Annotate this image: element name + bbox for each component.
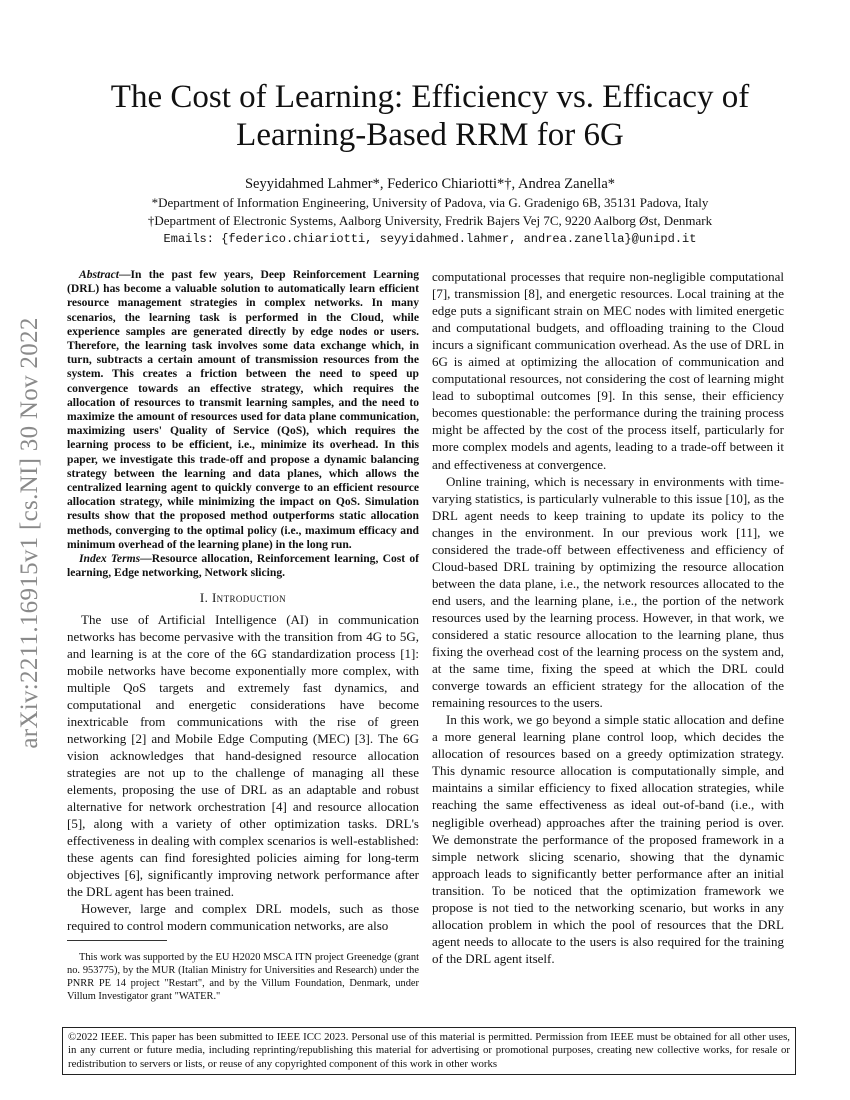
arxiv-stamp-text: arXiv:2211.16915v1 [cs.NI] 30 Nov 2022 bbox=[16, 316, 43, 749]
affiliation-aalborg: †Department of Electronic Systems, Aalborg University, Fredrik Bajers Vej 7C, 9220 Aalborg Øst, Denmark bbox=[147, 213, 713, 228]
title-line-1: The Cost of Learning: Efficiency vs. Efficacy of bbox=[110, 79, 750, 115]
intro-paragraph-2: However, large and complex DRL models, such as those required to control modern communication networks, are also bbox=[67, 901, 419, 934]
funding-footnote: This work was supported by the EU H2020 MSCA ITN project Greenedge (grant no. 953775), by the MUR (Italian Ministry for Universities and Research) under the PNRR PE 14 project "Restart", and by the Villum Foundation, Denmark, under Villum Investigator grant "WATER." bbox=[67, 952, 419, 1003]
body-paragraph-2: Online training, which is necessary in environments with time-varying statistics, is particularly vulnerable to this issue [10], as the DRL agent needs to keep training to update its policy to the changes in the environment. In our previous work [11], we considered the trade-off between effectiveness and efficiency of Cloud-based DRL training by optimizing the resource allocation between the data plane, i.e., the network resources allocated to the end users, and the learning plane, i.e., the portion of the network resources used by the learning process. However, in that work, we considered a static resource allocation to the learning plane, thus fixing the overhead cost of the learning process on the system and, at the same time, fixing the speed at which the DRL could converge towards an efficient strategy for the allocation of the remaining resources to the users. bbox=[432, 473, 784, 711]
index-terms-label: Index Terms bbox=[79, 552, 141, 566]
author-emails: Emails: {federico.chiariotti, seyyidahmed.lahmer, andrea.zanella}@unipd.it bbox=[163, 232, 697, 246]
copyright-notice: ©2022 IEEE. This paper has been submitted to IEEE ICC 2023. Personal use of this material is permitted. Permission from IEEE must be obtained for all other uses, in any current or future media, including reprinting/republishing this material for advertising or promotional purposes, creating new collective works, for resale or redistribution to servers or lists, or reuse of any copyrighted component of this work in other works bbox=[62, 1027, 796, 1075]
body-paragraph-1: computational processes that require non-negligible computational [7], transmission [8], and energetic resources. Local training at the edge puts a significant strain on MEC nodes with limited energetic and computational budgets, and offloading training to the Cloud incurs a significant communication overhead. As the use of DRL in 6G is aimed at optimizing the allocation of communication and computational resources, not considering the cost of learning might lead to suboptimal outcomes [9]. In this sense, their efficiency becomes questionable: the performance during the training process might be affected by the cost of the process itself, particularly for more complex models and agents, leading to a trade-off between it and effectiveness at convergence. bbox=[432, 269, 784, 472]
left-column bbox=[67, 268, 419, 1003]
affiliation-padova: *Department of Information Engineering, University of Padova, via G. Gradenigo 6B, 35131 Padova, Italy bbox=[151, 195, 709, 210]
paper-title bbox=[60, 78, 800, 154]
arxiv-stamp bbox=[8, 295, 52, 770]
right-column bbox=[432, 268, 784, 967]
body-paragraph-3: In this work, we go beyond a simple static allocation and define a more general learning plane control loop, which decides the allocation of resources based on a greedy optimization strategy. This dynamic resource allocation is computationally simple, and maintains a similar efficiency to fixed allocation strategies, while reaching the same effectiveness as ideal out-of-band (i.e., with negligible overhead) approaches after the training period is over. We demonstrate the performance of the proposed framework in a simple network slicing scenario, showing that the dynamic approach leads to significantly better performance after an initial transition. To be noticed that the optimization framework we propose is not tied to the networking scenario, but works in any allocation problem in which the pool of resources that the DRL agent needs to allocate to the users is also required for the training of the DRL agent itself. bbox=[432, 712, 784, 966]
intro-paragraph-1: The use of Artificial Intelligence (AI) in communication networks has become pervasive with the transition from 4G to 5G, and learning is at the core of the 6G standardization process [1]: mobile networks have become exponentially more complex, with multiple QoS targets and extremely fast dynamics, and computational and energetic considerations have become inextricable from communications with the rise of green networking [2] and Mobile Edge Computing (MEC) [3]. The 6G vision acknowledges that hand-designed resource allocation strategies are not up to the challenge of managing all these elements, proposing the use of DRL as an adaptable and robust alternative for network orchestration [4] and resource allocation [5], along with a variety of other optimization tasks. DRL's effectiveness in dealing with complex scenarios is well-established: these agents can find foresighted policies aiming for long-term objectives [6], significantly improving network performance after the DRL agent has been trained. bbox=[67, 611, 419, 900]
abstract bbox=[67, 268, 419, 552]
index-terms bbox=[67, 552, 419, 580]
affiliations bbox=[60, 194, 800, 248]
section-heading-introduction: I. Introduction bbox=[199, 590, 287, 606]
abstract-text: —In the past few years, Deep Reinforcement Learning (DRL) has become a valuable solution to automatically learn efficient resource management strategies in complex networks. In many scenarios, the learning task is performed in the Cloud, while experience samples are generated directly by edge nodes or users. Therefore, the learning task involves some data exchange which, in turn, subtracts a certain amount of transmission resources from the system. This creates a friction between the need to speed up convergence towards an effective strategy, which requires the allocation of resources to transmit learning samples, and the need to maximize the amount of resources used for data plane communication, maximizing users' Quality of Service (QoS), which requires the learning process to be efficient, i.e., minimize its overhead. In this paper, we investigate this trade-off and propose a dynamic balancing strategy between the learning and data planes, which allows the centralized learning agent to quickly converge to an efficient resource allocation strategy, while minimizing the impact on QoS. Simulation results show that the proposed method outperforms static allocation methods, converging to the optimal policy (i.e., maximum efficacy and minimum overhead of the learning plane) in the long run. bbox=[67, 268, 419, 551]
abstract-label: Abstract bbox=[79, 268, 119, 281]
footnote-rule bbox=[67, 940, 167, 941]
author-list: Seyyidahmed Lahmer*, Federico Chiariotti*†, Andrea Zanella* bbox=[244, 176, 616, 192]
index-terms-text: —Resource allocation, Reinforcement learning, Cost of learning, Edge networking, Network slicing. bbox=[67, 552, 419, 580]
title-line-2: Learning-Based RRM for 6G bbox=[236, 117, 624, 153]
